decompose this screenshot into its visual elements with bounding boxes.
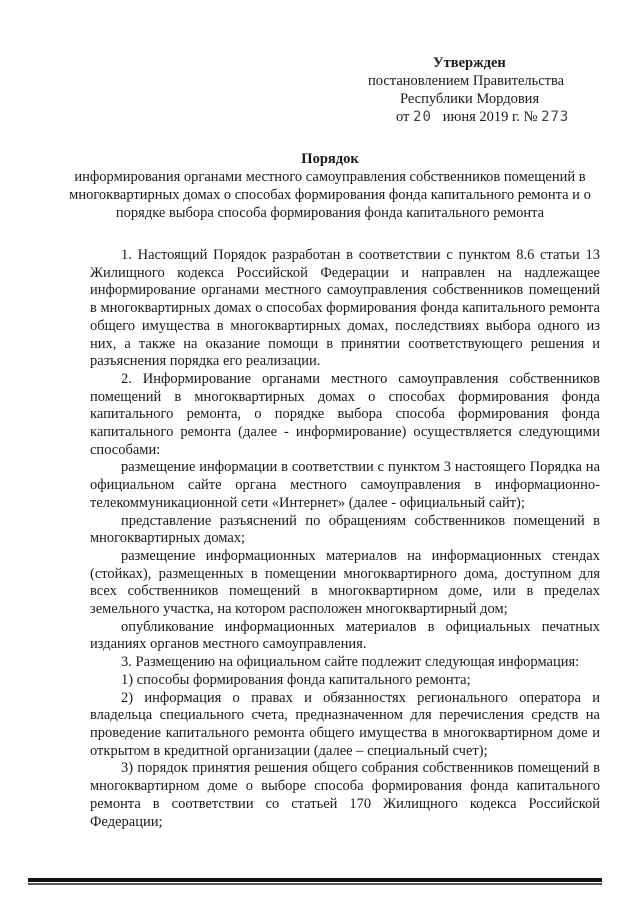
document-subtitle: информирования органами местного самоуправления собственников помещений в многоквартирных домах о способах формирования фонда капитального ремонта и о порядке выбора способа формирования фонда капитального ремонта xyxy=(69,169,591,221)
approval-republic-line: Республики Мордовия xyxy=(400,91,540,107)
approval-date-line xyxy=(360,108,620,126)
scan-edge-line xyxy=(28,878,602,882)
approval-title: Утвержден xyxy=(433,55,506,71)
approval-decree-line: постановлением Правительства xyxy=(368,73,565,89)
scan-edge-shadow xyxy=(28,883,602,885)
approval-stamp xyxy=(360,54,620,126)
document-heading xyxy=(60,150,600,222)
paragraph: 1) способы формирования фонда капитального ремонта; xyxy=(121,671,471,688)
decree-number: 273 xyxy=(541,109,570,125)
document-title: Порядок xyxy=(301,151,359,167)
paragraph: 2. Информирование органами местного самоуправления собственников помещений в многоквартирных домах о способах формирования фонда капитального ремонта, о порядке выбора способа формирования фонда капитального ремонта (далее - информирование) осуществляется следующими способами: xyxy=(90,370,600,458)
paragraph: 2) информация о правах и обязанностях регионального оператора и владельца специального счета, предназначенном для перечисления средств на проведение капитального ремонта общего имущества в многоквартирном доме и открытом в кредитной организации (далее – специальный счет); xyxy=(90,689,600,759)
paragraph: размещение информационных материалов на информационных стендах (стойках), размещенных в помещении многоквартирного дома, доступном для всех собственников помещений в многоквартирном доме, или в пределах земельного участка, на котором расположен многоквартирный дом; xyxy=(90,547,600,618)
date-month-year: июня 2019 г. № xyxy=(442,109,538,125)
paragraph: 3) порядок принятия решения общего собрания собственников помещений в многоквартирном доме о выборе способа формирования фонда капитального ремонта в соответствии со статьей 170 Жилищного кодекса Российской Федерации; xyxy=(90,760,600,830)
paragraph: опубликование информационных материалов в официальных печатных изданиях органов местного самоуправления. xyxy=(90,618,600,653)
paragraph: 1. Настоящий Порядок разработан в соответствии с пунктом 8.6 статьи 13 Жилищного кодекса Российской Федерации и направлен на надлежащее информирование органами местного самоуправления собственников помещений в многоквартирных домах о способах формирования фонда капитального ремонта общего имущества в многоквартирных домах, последствиях выбора одного из них, а также на оказание помощи в принятии соответствующего решения и разъяснения порядка его реализации. xyxy=(90,247,600,370)
date-prefix: от xyxy=(396,109,410,125)
paragraph: представление разъяснений по обращениям собственников помещений в многоквартирных домах; xyxy=(90,512,600,547)
date-day: 20 xyxy=(413,109,432,125)
document-body xyxy=(90,247,600,831)
paragraph: размещение информации в соответствии с пунктом 3 настоящего Порядка на официальном сайте органа местного самоуправления в информационно-телекоммуникационной сети «Интернет» (далее - официальный сайт); xyxy=(90,459,600,511)
paragraph: 3. Размещению на официальном сайте подлежит следующая информация: xyxy=(121,654,580,671)
